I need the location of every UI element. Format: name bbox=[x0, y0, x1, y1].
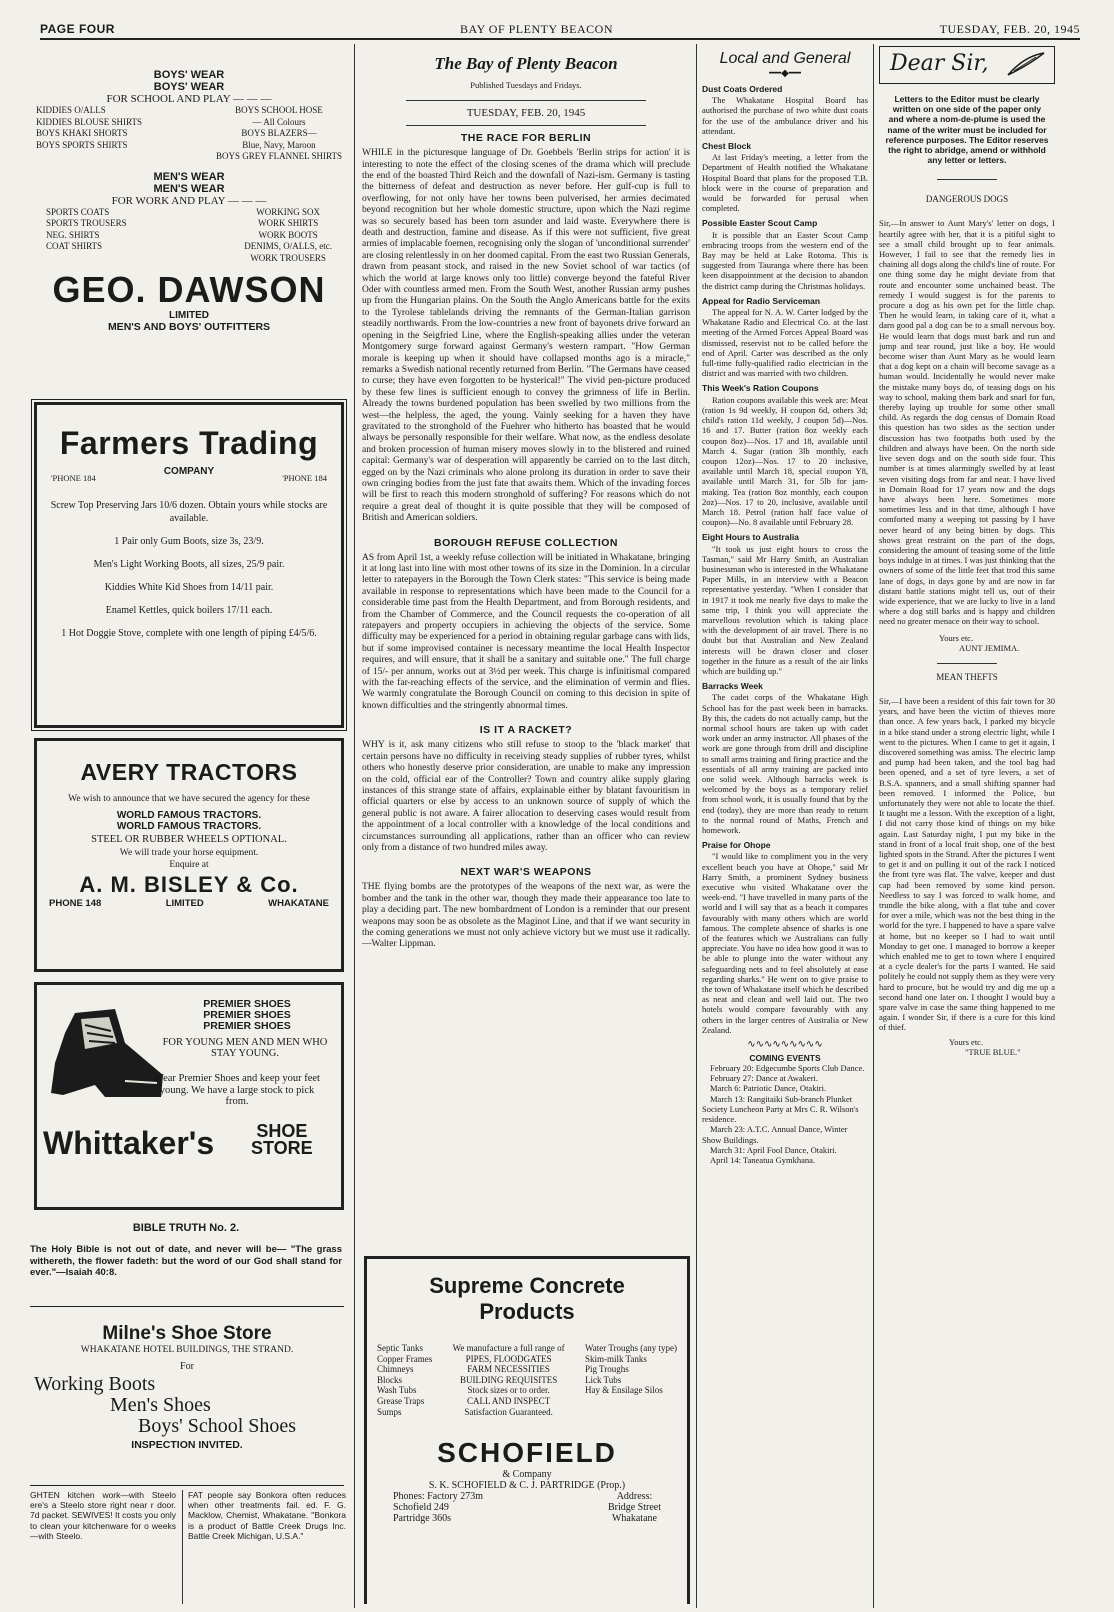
milne-line: Men's Shoes bbox=[110, 1394, 211, 1416]
local-item-text: The appeal for N. A. W. Carter lodged by the Whakatane Radio and Electrical Co. at the last meeting of the Armed Forces Appeal Board was dismissed, reservist not to be called before the end of April. Carter was described as the only full-time fully-qualified radio electrician in the district and was married with two children. bbox=[702, 307, 868, 379]
dogs-sig: Yours etc. bbox=[939, 632, 974, 643]
dawson-limited: LIMITED bbox=[169, 310, 209, 321]
list-item: Bridge Street bbox=[607, 1502, 661, 1514]
dear-sir-text: Dear Sir, bbox=[890, 51, 989, 76]
local-items bbox=[702, 84, 868, 1035]
weapons-text: THE flying bombs are the prototypes of the weapons of the next war, as were the bomber and the tank in the other war, though they made their appearance too late to play a deciding part. The new bombardment of London is a reminder that our present weapons may soon be as obsolete as the Maginot Line, and that if we want security in the coming generations we must not only achieve victory but we must use it radically.—Walter Lippman. bbox=[362, 882, 690, 950]
boys-right-list bbox=[216, 105, 342, 163]
page-header bbox=[40, 20, 1080, 40]
list-item: Partridge 360s bbox=[393, 1513, 452, 1525]
concrete-title: Supreme Concrete bbox=[429, 1273, 625, 1298]
farmers-phone-left: 'PHONE 184 bbox=[51, 473, 96, 483]
list-item: PIPES, FLOODGATES bbox=[465, 1353, 552, 1364]
event-item: April 14: Taneatua Gymkhana. bbox=[710, 1154, 815, 1165]
milne-for: For bbox=[180, 1361, 194, 1372]
local-title: Local and General bbox=[719, 50, 851, 67]
racket-text: WHY is it, ask many citizens who still refuse to stoop to the 'black market' that certain persons have no difficulty in receiving steady supplies of rubber tyres, whilst others who honestly deserve prior consideration, are unable to make any impression on the cold, official ear of the Controller? Town and country alike supply glaring instances of this strange state of affairs, explainable either by blatant favouritism in official quarters or else by access to an unknown source of supply of which the general public is not aware. A fairer allocation to deserving cases would result from the appointment of a local controller with a knowledge of the local conditions and circumstances surrounding all applications, rather than an officer who can review only from a distance of two hundred miles away. bbox=[362, 740, 690, 853]
page-number: PAGE FOUR bbox=[40, 22, 115, 36]
column-rule bbox=[873, 44, 874, 1608]
bisley-town: WHAKATANE bbox=[268, 898, 329, 910]
local-item-heading: Chest Block bbox=[702, 141, 752, 152]
dear-sir-logo bbox=[879, 46, 1055, 84]
events-title: COMING EVENTS bbox=[749, 1053, 821, 1064]
local-item-heading: This Week's Ration Coupons bbox=[702, 383, 819, 394]
list-item: KIDDIES BLOUSE SHIRTS bbox=[36, 116, 142, 127]
local-item-heading: Eight Hours to Australia bbox=[702, 532, 799, 543]
masthead-published: Published Tuesdays and Fridays. bbox=[470, 80, 582, 90]
premier-shoes: PREMIER SHOES bbox=[203, 998, 291, 1010]
whittaker-ad bbox=[34, 982, 344, 1210]
local-item-text: "I would like to compliment you in the very excellent beach you have at Ohope," said Mr Harry Smith, a prominent Sydney business executive who visited Whakatane over the week-end. "I have travelled in many parts of the world and I will say that as a beach it compares favourably with many others which are world famous. The complete absence of sharks is one of the features which we Australians can fully appreciate. You have no idea how good it was to be able to plunge into the water without any safeguarding nets and to feel absolutely at ease regarding sharks." He went on to give praise to the town of Whakatane itself which he described as neat and clean and well laid out. The two hotels would compare favourably with any others in the larger centres of Australia or New Zealand. bbox=[702, 851, 868, 1035]
schofield-props: S. K. SCHOFIELD & C. J. PARTRIDGE (Prop.) bbox=[428, 1480, 626, 1492]
farmers-item: Screw Top Preserving Jars 10/6 dozen. Obtain yours while stocks are available. bbox=[50, 500, 328, 525]
farmers-title: Farmers Trading bbox=[59, 425, 319, 461]
masthead-title: The Bay of Plenty Beacon bbox=[434, 54, 618, 73]
whittaker-wear: Wear Premier Shoes and keep your feet young. We have a large stock to pick from. bbox=[154, 1073, 320, 1107]
list-item: WORKING SOX bbox=[256, 206, 320, 217]
event-item: March 23: A.T.C. Annual Dance, Winter Show Buildings. bbox=[702, 1124, 848, 1145]
refuse-title: BOROUGH REFUSE COLLECTION bbox=[433, 536, 618, 549]
local-item-text: The cadet corps of the Whakatane High School has for the past week been in barracks. By this, the cadets do not actually camp, but the normal school hours are taken up with cadet work under an army instructor. All phases of the work are gone through from drill and discipline to small arms training and firing practice and the essentials of all army training are packed into one solid week. Although barracks week is welcomed by the boys as a temporary relief from school work, it is usually found that by the end (today), they are more than ready to return to the normal round of Maths, French and homework. bbox=[702, 692, 868, 836]
header-date: TUESDAY, FEB. 20, 1945 bbox=[939, 22, 1080, 36]
dawson-tagline: MEN'S AND BOYS' OUTFITTERS bbox=[107, 321, 271, 333]
refuse-text: AS from April 1st, a weekly refuse collection will be initiated in Whakatane, bringing it at long last into line with most other towns of its size in the Dominion. In a circular letter to ratepayers in the Borough the Town Clerk states: "This service is being made available in response to representations which have been made to the Council for a considerable time past from the Health Department, and from Borough residents, and from the Chamber of Commerce, and the Council requests the co-operation of all ratepayers and property occupiers in achieving the objects of the service. Some difficulty may be experienced for a period in obtaining regular garbage cans with lids, but if some improvised container is necessary meantime the local Health Inspector requires, and will ensure, that it shall be a sanitary and suitable one." The full charge of 15/- per annum, works out at 3½d per week. This charge is infinitismal compared with the far-reaching effects of the service, and the elimination of vermin and flies. We warmly congratulate the Borough Council on coming to this decision in spite of known difficulties and the stringently abnormal times. bbox=[362, 552, 690, 711]
boys-left-list bbox=[36, 105, 142, 163]
farmers-item: Kiddies White Kid Shoes from 14/11 pair. bbox=[104, 582, 274, 594]
weapons-title: NEXT WAR'S WEAPONS bbox=[460, 866, 592, 879]
milne-ad bbox=[30, 1306, 344, 1486]
list-item: Satisfaction Guaranteed. bbox=[464, 1406, 553, 1417]
wavy-divider: ∿∿∿∿∿∿∿∿∿ bbox=[747, 1039, 823, 1051]
bonkora-ad: FAT people say Bonkora often reduces when other treatments fail. ed. F. G. Macklow, Chemist, Whakatane. "Bonkora is a product of Battle Creek Drugs Inc. Battle Creek Michigan, U.S.A." bbox=[188, 1490, 346, 1541]
paper-name: BAY OF PLENTY BEACON bbox=[460, 22, 614, 36]
list-item: BOYS GREY FLANNEL SHIRTS bbox=[215, 151, 342, 161]
schofield-phones bbox=[393, 1491, 483, 1524]
dawson-name: GEO. DAWSON bbox=[52, 269, 326, 310]
thefts-text: Sir,—I have been a resident of this fair town for 30 years, and have been the victim of thieves more than once. A few years back, I parked my bicycle in a bike stand under a strong electric light, while I went to the pictures. When I came to get it again, I discovered something was amiss. The electric lamp and pump had been taken, and the tool bag had been opened, and a set of tyre levers, a set of B.S.A. spanners, and a small shifting spanner had been removed. I informed the Police, but unfortunately they were not able to locate the thief. It taught me a lesson. With the exception of a light, I did not carry those kind of things on my bike again. Last Saturday night, I put my bike in the stand in front of a local fruit shop, one of the best lighted spots in the Strand. After the pictures I went to get it and on pulling it out of the rack I noticed the front tyre was flat. The valve, keeper and dust cap had been removed by some kind person. Needless to say I was forced to walk home, and trundle the bike along, with a flat tube and cover for over a mile, which was not the best thing in the world for the tyre. I happened to have a spare valve at home, but no keeper so I had to wait until Monday to get one. I managed to borrow a keeper which enabled me to get to town where I enquired at a cycle dealer's for the parts I wanted. He said politely he could not supply them as they were very hard to procure, but he would try and dig me up a second hand one later on. I thought I would buy a spare valve in case the same thing happened to me again. I wonder Sir, if there is a cure for this kind of thief. bbox=[879, 695, 1055, 1033]
farmers-phone-right: 'PHONE 184 bbox=[282, 473, 327, 483]
whittaker-name: Whittaker's bbox=[43, 1125, 215, 1161]
bisley-name: A. M. BISLEY & Co. bbox=[79, 872, 299, 898]
avery-world-famous: WORLD FAMOUS TRACTORS. bbox=[116, 810, 262, 822]
local-item-text: The Whakatane Hospital Board has authorised the purchase of two white dust coats for the use of the ambulance driver and his attendant. bbox=[702, 95, 868, 136]
farmers-items bbox=[37, 499, 341, 640]
shoe-icon bbox=[45, 1003, 165, 1112]
list-item: Skim-milk Tanks bbox=[584, 1353, 647, 1364]
list-item: BOYS SCHOOL HOSE bbox=[235, 105, 323, 115]
avery-enquire: Enquire at bbox=[169, 859, 209, 870]
mens-for: FOR WORK AND PLAY — — — bbox=[111, 194, 267, 207]
concrete-list-right bbox=[585, 1343, 677, 1417]
schofield-name: SCHOFIELD bbox=[437, 1437, 617, 1469]
list-item: SPORTS TROUSERS bbox=[46, 218, 127, 228]
list-item: Blue, Navy, Maroon bbox=[242, 139, 316, 150]
list-item: BOYS SPORTS SHIRTS bbox=[36, 139, 128, 150]
steelo-ad: GHTEN kitchen work—with Steelo ere's a Steelo store right near r door. 7d packet. SEWIVES! It costs you only to clean your kitchenware for o weeks—with Steelo. bbox=[30, 1490, 176, 1541]
list-item: Lick Tubs bbox=[584, 1374, 622, 1385]
dawson-ad bbox=[30, 69, 348, 333]
list-item: WORK SHIRTS bbox=[258, 218, 319, 228]
bisley-phone: PHONE 148 bbox=[49, 898, 102, 910]
list-item: Water Troughs (any type) bbox=[584, 1343, 677, 1353]
race-text: WHILE in the picturesque language of Dr. Goebbels 'Berlin strips for action' it is interesting to note the effect of the closing scenes of the drama which will preclude the end of the boasted Third Reich and the downfall of Nazi-ism. Germany is tasting the bitterness of defeat and destruction as never before. Her gulf-cup is full to overflowing, for not only have her towns been pulverised, her armies decimated beyond recognition but her whole domestic structure, upon which the Nazi regime was so securely based has been torn asunder and laid waste. Everywhere there is death and destruction, famine and disease. As if this were not sufficient, five great armies of implacable foemen, recognising only the slogan of 'unconditional surrender' are closing relentlessly in on her doomed capital. From the east two Russian Generals, drawn from peasant stock, and raised in the new Soviet school of war tactics (of which the world at large knows only too little) converge beyond the fateful River Oder with countless armed men. From the South West, another Russian army pushes up from the Hungarian plains. On the South the Anglo Americans battle for the exits to the Tyrolese tablelands driving the remnants of the German-Italian garrison steadily northwards. From the low-countries a new front of bayonets drive forward an opening in the Seigfried Line, where the English-speaking allies under the veteran Montgomery surge forward against Germany's western rampart. "How German morale is keeping up when it should have collapsed months ago is a miracle," remarks a Swedish national recently returned from Berlin. "The Germans have ceased to curse; they have even forgotten to be hysterical!" The vivid pen-picture produced by these few lines is sufficient enough to convey the grimness of life in Berlin. Already the towns burdened population has been swelled by two millions from the west—the helpless, the aged, the young. Vainly seeking for a haven they have gravitated to the stronghold of the Fuehrer who hitherto has boasted that he would always be personally responsible for their welfare. What now, as the endless desolate and broken procession of human misery moves slowly in to the blistered and ruined capital: Germany's war of desperation will apparently be carried on to the last ditch, egged on by the Nazi criminals who alone prolong its duration in order to save their own cringing bodies from the just fate that awaits them. Which of the invading forces will be first to reach this modern stronghold of suffering? For reasons which do not require a great deal of thought it is quite possible that they will be composed of British and American soldiers. bbox=[362, 148, 690, 524]
list-item: Grease Traps bbox=[377, 1395, 425, 1406]
mens-left-list bbox=[46, 207, 127, 265]
local-item-heading: Dust Coats Ordered bbox=[702, 84, 783, 94]
thefts-author: "TRUE BLUE." bbox=[965, 1046, 1021, 1057]
event-item: March 31: April Fool Dance, Otakiri. bbox=[710, 1144, 837, 1155]
milne-inspection: INSPECTION INVITED. bbox=[131, 1439, 243, 1451]
farmers-item: 1 Pair only Gum Boots, size 3s, 23/9. bbox=[114, 536, 264, 548]
column-rule bbox=[696, 44, 697, 1608]
avery-wheels: STEEL OR RUBBER WHEELS OPTIONAL. bbox=[91, 834, 287, 846]
premier-shoes: PREMIER SHOES bbox=[203, 1009, 291, 1021]
event-item: February 20: Edgecumbe Sports Club Dance. bbox=[710, 1063, 865, 1074]
bible-text: The Holy Bible is not out of date, and never will be— "The grass withereth, the flower fadeth: but the word of our God shall stand for ever."—Isaiah 40:8. bbox=[30, 1244, 342, 1278]
schofield-ad bbox=[364, 1256, 690, 1604]
local-item-heading: Barracks Week bbox=[702, 681, 763, 692]
premier-shoes: PREMIER SHOES bbox=[203, 1020, 291, 1032]
local-item-heading: Possible Easter Scout Camp bbox=[702, 218, 818, 229]
farmers-company: COMPANY bbox=[163, 466, 215, 477]
whittaker-store: STORE bbox=[251, 1138, 313, 1158]
list-item: We manufacture a full range of bbox=[452, 1343, 565, 1353]
milne-title: Milne's Shoe Store bbox=[102, 1323, 272, 1344]
list-item: Pig Troughs bbox=[584, 1364, 629, 1375]
schofield-address bbox=[608, 1491, 661, 1524]
list-item: Whakatane bbox=[611, 1513, 657, 1525]
list-item: WORK TROUSERS bbox=[250, 252, 326, 263]
local-item-text: Ration coupons available this week are: Meat (ration 1s 9d weekly, H coupon 6d, others 3d; child's ration 11d weekly, J coupon 5d)—Nos. 16 and 17. Butter (ration 8oz weekly each coupon 8oz)—Nos. 17 and 18, available until March 4. Sugar (ration 3lb monthly, each coupon 12oz)—Nos. 17 to 20 inclusive, available until March 18, special coupon Y8, available until March 31, for 5lb for jam-making. Tea (ration 8oz monthly, each coupon 2oz)—Nos. 17 to 20, inclusive, available until March 18. Petrol (ration half face value of coupon)—No. 8 available until February 28. bbox=[702, 394, 868, 528]
local-item-text: It is possible that an Easter Scout Camp embracing troops from the western end of the Bay may be held at Lake Rotoma. This is suggested from Tauranga where there has been keen disappointment at the decision to abandon the district camp during the Christmas holidays. bbox=[702, 229, 868, 291]
list-item: Septic Tanks bbox=[377, 1343, 423, 1353]
list-item: Schofield 249 bbox=[393, 1502, 449, 1514]
boys-for: FOR SCHOOL AND PLAY — — — bbox=[106, 93, 272, 105]
dogs-author: AUNT JEMIMA. bbox=[959, 642, 1020, 653]
letters-column bbox=[879, 44, 1055, 1604]
bible-truth bbox=[30, 1212, 342, 1279]
boys-wear-heading: BOYS' WEAR bbox=[153, 69, 225, 81]
whittaker-for: FOR YOUNG MEN AND MEN WHO STAY YOUNG. bbox=[162, 1037, 328, 1059]
farmers-ad bbox=[34, 402, 344, 728]
list-item: WORK BOOTS bbox=[258, 229, 318, 240]
mens-right-list bbox=[244, 207, 332, 265]
mens-wear-heading: MEN'S WEAR bbox=[153, 170, 225, 183]
list-item: COAT SHIRTS bbox=[46, 241, 103, 251]
local-item-text: At last Friday's meeting, a letter from the Department of Health notified the Whakatane Hospital Board that plans for the proposed T.B. block were in the course of preparation and would be forwarded for perusal when completed. bbox=[702, 152, 868, 214]
small-ad-divider bbox=[182, 1490, 184, 1604]
list-item: Phones: Factory 273m bbox=[393, 1491, 483, 1503]
bible-title: BIBLE TRUTH No. 2. bbox=[132, 1222, 240, 1234]
list-item: BOYS KHAKI SHORTS bbox=[36, 128, 128, 138]
list-item: CALL AND INSPECT bbox=[467, 1395, 551, 1406]
list-item: — All Colours bbox=[252, 116, 306, 127]
local-item-text: "It took us just eight hours to cross the Tasman," said Mr Harry Smith, an Australian businessman who is interested in the Whakatane Paper Mills, in an interview with a Beacon representative yesterday. "When I consider that in 1917 it took me nearly five days to make the same trip, I think you will appreciate the marvellous revolution which is taking place with the development of air travel. There is no doubt but that Australian and New Zealand interests will be drawn closer and closer together in the future as a result of the air links which are building up." bbox=[702, 543, 868, 676]
milne-line: Boys' School Shoes bbox=[138, 1415, 297, 1437]
local-column bbox=[702, 44, 868, 1604]
boys-wear-heading: BOYS' WEAR bbox=[153, 81, 225, 93]
milne-line: Working Boots bbox=[34, 1373, 156, 1395]
farmers-item: Men's Light Working Boots, all sizes, 25/9 pair. bbox=[93, 559, 285, 571]
list-item: BUILDING REQUISITES bbox=[459, 1374, 558, 1385]
list-item: Sumps bbox=[377, 1406, 402, 1417]
list-item: NEG. SHIRTS bbox=[46, 229, 100, 240]
list-item: Blocks bbox=[377, 1374, 403, 1385]
thefts-title: MEAN THEFTS bbox=[936, 671, 998, 682]
list-item: SPORTS COATS bbox=[46, 206, 110, 217]
events-items bbox=[702, 1063, 868, 1165]
whittaker-shoe: SHOE bbox=[256, 1121, 308, 1141]
list-item: Wash Tubs bbox=[377, 1385, 417, 1396]
event-item: March 6: Patriotic Dance, Otakiri. bbox=[710, 1083, 827, 1094]
list-item: Address: bbox=[616, 1491, 653, 1503]
avery-world-famous: WORLD FAMOUS TRACTORS. bbox=[116, 821, 262, 833]
concrete-list-left bbox=[377, 1343, 432, 1417]
list-item: DENIMS, O/ALLS, etc. bbox=[244, 241, 332, 251]
list-item: Copper Frames bbox=[377, 1353, 433, 1364]
thefts-sig: Yours etc. bbox=[949, 1036, 984, 1047]
bisley-limited: LIMITED bbox=[165, 898, 204, 910]
avery-intro: We wish to announce that we have secured the agency for these bbox=[68, 794, 310, 804]
avery-title: AVERY TRACTORS bbox=[80, 759, 298, 785]
farmers-item: Enamel Kettles, quick boilers 17/11 each. bbox=[105, 605, 273, 617]
column-rule bbox=[354, 44, 355, 1608]
quill-icon bbox=[1006, 51, 1046, 82]
racket-title: IS IT A RACKET? bbox=[479, 724, 573, 737]
letters-notice: Letters to the Editor must be clearly written on one side of the paper only and where a nom-de-plume is used the name of the writer must be included for reference purposes. The Editor reserves the right to abridge, amend or withhold any letter or letters. bbox=[885, 94, 1049, 166]
avery-ad bbox=[34, 738, 344, 972]
list-item: Chimneys bbox=[377, 1364, 414, 1375]
local-item-heading: Appeal for Radio Serviceman bbox=[702, 295, 821, 306]
list-item: KIDDIES O/ALLS bbox=[36, 105, 106, 115]
event-item: February 27: Dance at Awakeri. bbox=[710, 1073, 819, 1084]
schofield-co: & Company bbox=[502, 1469, 552, 1481]
dogs-text: Sir,—In answer to Aunt Mary's' letter on dogs, I heartily agree with her, that it is a pitiful sight to see a small child brought up to fear animals. However, I fail to see that the remedy lies in chaining all dogs along the child's line of route. For one thing some day he might deviate from that route and encounter some unchained beast. The remedy I would suggest is for the parents to procure a dog as his own pet for the little chap. Then he would learn, in taking care of it, what a darn good pal a dog can be to a small nervous boy. He would learn that dogs must bark and run and jump and tear round, just like a boy. He would become wiser than Aunt Mary as he would learn that a dog kept on a chain will become savage as a human would. Incidentally he would never make the mistake many boys do, of teasing dogs on his way to school, making them bark and snarl for fun, thereby laying up trouble for some other small child. As regards the dog census of Domain Road this question has two sides as the section under discussion has two footpaths both used by the children and always have been. On the north side live seven dogs and on the south side four. This number is at times alarmingly swelled by at least seven visiting dogs from far and near. I have lived in Domain Road for 17 years now and the dogs have always been here. Sometimes more sometimes less and in that time, although I have comforted many a weeping tot passing by I have never heard of any being bitten by dogs. This shows great restraint on the part of the dogs, considering the amount of teasing some of the little boys indulge in at times. I was just thinking that the owners of some of the little feet that trod this same lane of dogs, in days gone by and are now in far distant battle stations might tell us, out of their wide experience, that we are lucky to live in a land where a dog still barks and is happy and children need no greater menace on their way to school. bbox=[879, 218, 1055, 627]
milne-address: WHAKATANE HOTEL BUILDINGS, THE STRAND. bbox=[80, 1345, 294, 1355]
list-item: Stock sizes or to order. bbox=[467, 1385, 550, 1396]
local-item-heading: Praise for Ohope bbox=[702, 840, 771, 851]
advert-column bbox=[30, 44, 348, 1604]
dogs-title: DANGEROUS DOGS bbox=[925, 194, 1009, 205]
avery-trade: We will trade your horse equipment. bbox=[119, 848, 259, 859]
race-title: THE RACE FOR BERLIN bbox=[460, 132, 592, 145]
event-item: March 13: Rangitaiki Sub-branch Plunket Society Luncheon Party at Mrs C. R. Wilson's residence. bbox=[702, 1093, 859, 1125]
concrete-list-middle bbox=[450, 1343, 568, 1417]
farmers-item: 1 Hot Doggie Stove, complete with one length of piping £4/5/6. bbox=[61, 628, 317, 640]
ornament: ━━◆━━ bbox=[769, 68, 801, 79]
concrete-title: Products bbox=[479, 1299, 575, 1324]
masthead-date: TUESDAY, FEB. 20, 1945 bbox=[466, 107, 586, 120]
mens-wear-heading: MEN'S WEAR bbox=[153, 182, 225, 195]
list-item: BOYS BLAZERS— bbox=[241, 128, 317, 138]
list-item: Hay & Ensilage Silos bbox=[584, 1385, 663, 1396]
list-item: FARM NECESSITIES bbox=[467, 1364, 550, 1375]
editorial-column bbox=[362, 44, 690, 1604]
